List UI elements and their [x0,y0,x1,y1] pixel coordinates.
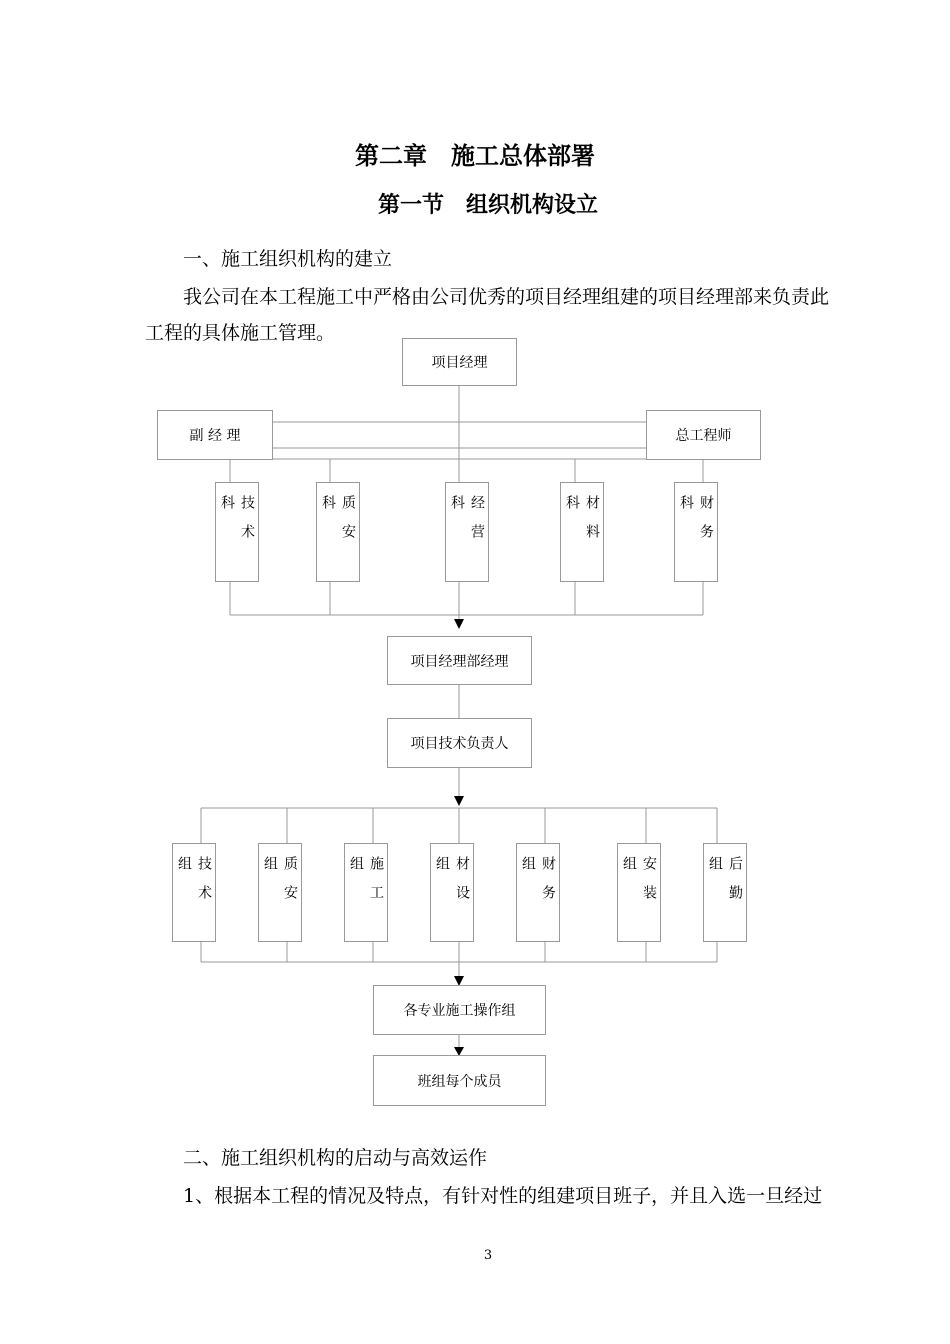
section-title: 第一节 组织机构设立 [377,192,598,218]
page-number: 3 [483,1248,493,1263]
department-box: 经营科 [445,482,489,582]
subheading-1: 一、施工组织机构的建立 [183,248,393,270]
chief-engineer-box: 总工程师 [646,410,761,460]
deputy-manager-box: 副 经 理 [157,410,273,460]
group-box: 后勤组 [703,843,747,942]
department-box: 材料科 [560,482,604,582]
department-box: 技术科 [215,482,259,582]
department-box: 质安科 [316,482,360,582]
arrow-down-icon [454,619,464,629]
subheading-2: 二、施工组织机构的启动与高效运作 [183,1147,488,1169]
group-box: 财务组 [516,843,560,942]
ops-group-box: 各专业施工操作组 [373,985,546,1035]
paragraph-1-line-2: 工程的具体施工管理。 [145,322,336,344]
arrow-down-icon [454,796,464,806]
group-box: 材设组 [430,843,474,942]
members-box: 班组每个成员 [373,1055,546,1106]
pm-dept-manager-box: 项目经理部经理 [387,636,532,685]
paragraph-1-line-1: 我公司在本工程施工中严格由公司优秀的项目经理组建的项目经理部来负责此 [183,286,830,308]
group-box: 技术组 [172,843,216,942]
group-box: 施工组 [344,843,388,942]
chapter-title: 第二章 施工总体部署 [355,141,595,170]
tech-lead-box: 项目技术负责人 [387,718,532,768]
project-manager-box: 项目经理 [402,338,517,386]
department-box: 财务科 [674,482,718,582]
paragraph-2-line-1: 1、根据本工程的情况及特点，有针对性的组建项目班子，并且入选一旦经过 [183,1185,823,1207]
group-box: 质安组 [258,843,302,942]
group-box: 安装组 [617,843,661,942]
